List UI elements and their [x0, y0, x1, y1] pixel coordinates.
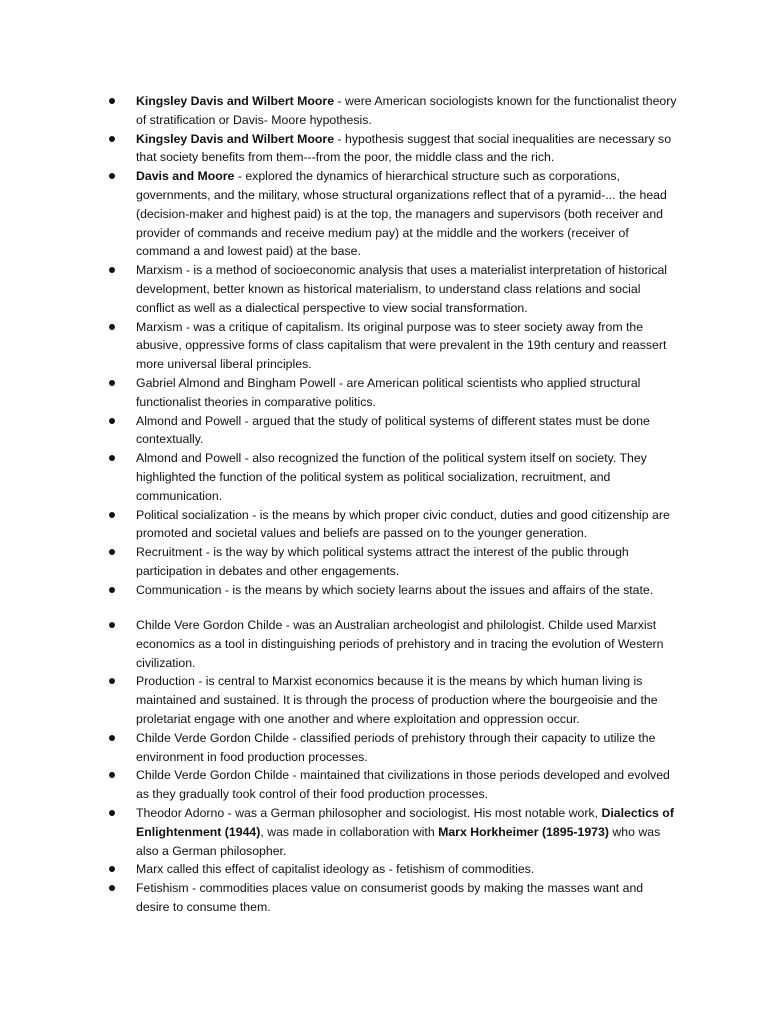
list-item — [105, 860, 680, 879]
item-text: Childe Verde Gordon Childe - classified periods of prehistory through their capacity to utilize the environment in food production processes. — [136, 730, 656, 764]
item-bold-term: Kingsley Davis and Wilbert Moore — [136, 131, 335, 146]
list-item — [105, 766, 680, 804]
bullet-icon — [109, 455, 115, 461]
item-text: Childe Vere Gordon Childe - was an Australian archeologist and philologist. Childe used Marxist economics as a tool in distinguishing periods of prehistory and in tracing the evolution of Western civilization. — [136, 618, 664, 670]
bullet-list-political-theories — [105, 92, 680, 600]
bullet-list-marxist-theories — [105, 616, 680, 917]
list-item — [105, 616, 680, 672]
item-text: Theodor Adorno - was a German philosopher and sociologist. His most notable work, — [136, 805, 602, 820]
item-text: Marxism - is a method of socioeconomic analysis that uses a materialist interpretation of historical development, better known as historical materialism, to understand class relations and social conflict as well as a dialectical perspective to view social transformation. — [136, 263, 668, 315]
bullet-icon — [109, 885, 115, 891]
list-item — [105, 167, 680, 261]
bullet-icon — [109, 866, 115, 872]
list-item — [105, 879, 680, 917]
item-text: Production - is central to Marxist economics because it is the means by which human living is maintained and sustained. It is through the process of production where the bourgeoisie and the proletariat engage with one another and where exploitation and oppression occur. — [136, 674, 658, 726]
item-bold-term: Kingsley Davis and Wilbert Moore — [136, 94, 335, 108]
item-text: Almond and Powell - argued that the study of political systems of different states must be done contextually. — [136, 413, 650, 447]
item-text: Marxism - was a critique of capitalism. Its original purpose was to steer society away from the abusive, oppressive forms of class capitalism that were prevalent in the 19th century and reassert more universal liberal principles. — [136, 319, 667, 372]
list-item — [105, 130, 680, 168]
list-item — [105, 261, 680, 317]
list-item — [105, 672, 680, 728]
bullet-icon — [109, 549, 115, 555]
list-item — [105, 318, 680, 374]
bullet-icon — [109, 136, 115, 142]
item-text: - were American sociologists known for the functionalist theory of stratification or Davis- Moore hypothesis. — [136, 94, 677, 127]
item-text: Almond and Powell - also recognized the function of the political system itself on society. They highlighted the function of the political system as political socialization, recruitment, and communication. — [136, 451, 647, 503]
item-bold-name: Marx Horkheimer (1895-1973) — [438, 824, 609, 839]
item-text: Political socialization - is the means by which proper civic conduct, duties and good citizenship are promoted and societal values and beliefs are passed on to the younger generation. — [136, 507, 670, 541]
item-text: Marx called this effect of capitalist ideology as - fetishism of commodities. — [136, 862, 535, 877]
item-text: Fetishism - commodities places value on consumerist goods by making the masses want and desire to consume them. — [136, 881, 644, 914]
bullet-icon — [109, 587, 115, 593]
item-text: Communication - is the means by which society learns about the issues and affairs of the state. — [136, 582, 654, 597]
bullet-icon — [109, 267, 115, 273]
bullet-icon — [109, 173, 115, 179]
item-text: - explored the dynamics of hierarchical structure such as corporations, governments, and the military, whose structural organizations reflect that of a pyramid-... the head (decision-maker and highest paid) is at the top, the managers and supervisors (both receiver and provider of commands and receive medium pay) at the middle and the workers (receiver of command a and lowest paid) at the base. — [136, 169, 667, 259]
item-text: - hypothesis suggest that social inequalities are necessary so that society benefits from them---from the poor, the middle class and the rich. — [136, 131, 672, 165]
list-item — [105, 92, 680, 130]
bullet-icon — [109, 418, 115, 424]
list-item — [105, 804, 680, 860]
item-bold-title: Dialectics of Enlightenment (1944) — [136, 805, 674, 839]
item-bold-term: Davis and Moore — [136, 169, 235, 184]
list-item — [105, 506, 680, 544]
item-text: Recruitment - is the way by which political systems attract the interest of the public through participation in debates and other engagements. — [136, 545, 629, 578]
bullet-icon — [109, 324, 115, 330]
item-text: Childe Verde Gordon Childe - maintained that civilizations in those periods developed and evolved as they gradually took control of their food production processes. — [136, 768, 670, 802]
bullet-icon — [109, 735, 115, 741]
list-item — [105, 412, 680, 450]
list-item — [105, 374, 680, 412]
bullet-icon — [109, 772, 115, 778]
bullet-icon — [109, 380, 115, 386]
bullet-icon — [109, 810, 115, 816]
list-item — [105, 581, 680, 600]
bullet-icon — [109, 512, 115, 518]
list-item — [105, 729, 680, 767]
list-item — [105, 543, 680, 581]
item-text: Gabriel Almond and Bingham Powell - are American political scientists who applied structural functionalist theories in comparative politics. — [136, 375, 641, 409]
bullet-icon — [109, 98, 115, 104]
bullet-icon — [109, 678, 115, 684]
item-text: , was made in collaboration with — [260, 824, 439, 839]
list-item — [105, 449, 680, 505]
bullet-icon — [109, 622, 115, 628]
item-text: who was also a German philosopher. — [136, 824, 661, 858]
